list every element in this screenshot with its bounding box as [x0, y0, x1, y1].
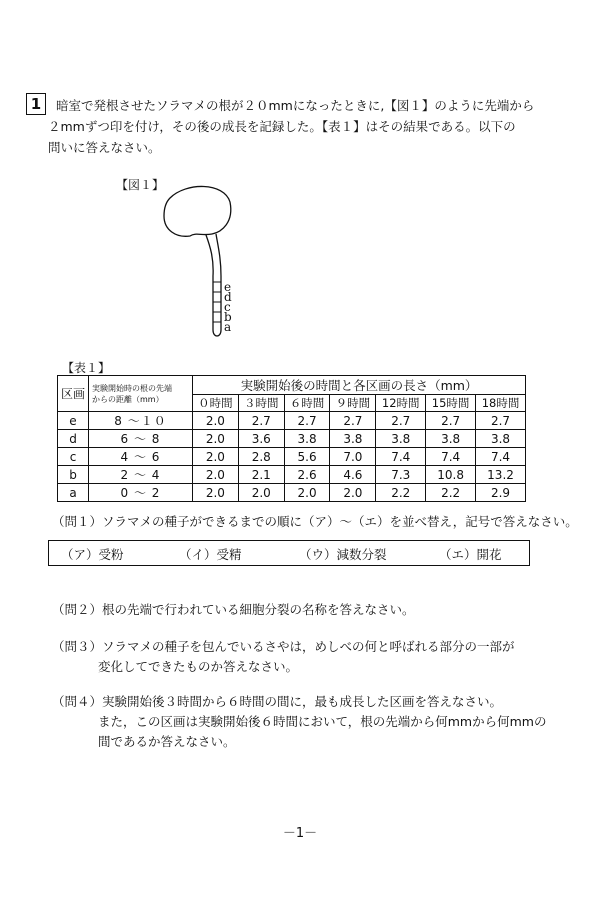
header-hour: ６時間 — [284, 395, 330, 412]
row-distance: 6 〜 8 — [89, 430, 193, 448]
intro-line-3: 問いに答えなさい。 — [48, 140, 161, 155]
row-distance: 8 〜１０ — [89, 412, 193, 430]
page-number: －1－ — [282, 826, 318, 841]
row-value: 13.2 — [476, 466, 526, 484]
row-value: 3.8 — [476, 430, 526, 448]
row-value: 3.8 — [330, 430, 376, 448]
row-value: 7.4 — [376, 448, 426, 466]
row-value: 4.6 — [330, 466, 376, 484]
q1-options-box — [48, 540, 530, 566]
row-value: 3.8 — [376, 430, 426, 448]
row-value: 2.2 — [376, 484, 426, 502]
row-value: 2.7 — [330, 412, 376, 430]
mark-d: d — [224, 290, 232, 304]
row-value: 3.8 — [284, 430, 330, 448]
row-value: 2.0 — [330, 484, 376, 502]
row-value: 2.7 — [426, 412, 476, 430]
table-row — [58, 412, 526, 430]
intro-line-1: 暗室で発根させたソラマメの根が２０mmになったときに,【図１】のように先端から — [56, 98, 535, 113]
row-value: 2.0 — [193, 448, 239, 466]
row-value: 7.4 — [426, 448, 476, 466]
row-section: e — [58, 412, 89, 430]
question-3-line-1: （問３）ソラマメの種子を包んでいるさやは，めしべの何と呼ばれる部分の一部が — [52, 639, 515, 654]
row-section: c — [58, 448, 89, 466]
option-e: （エ）開花 — [439, 547, 502, 562]
row-distance: 0 〜 2 — [89, 484, 193, 502]
row-distance: 2 〜 4 — [89, 466, 193, 484]
bean-root-figure — [150, 180, 270, 350]
row-value: 2.0 — [193, 484, 239, 502]
row-value: 2.0 — [284, 484, 330, 502]
table-row — [58, 484, 526, 502]
table-header-row-1 — [58, 376, 526, 395]
row-value: 7.4 — [476, 448, 526, 466]
question-3-line-2: 変化してできたものか答えなさい。 — [98, 659, 299, 674]
question-4-line-2: また，この区画は実験開始後６時間において，根の先端から何mmから何mmの — [98, 714, 547, 729]
table-row — [58, 466, 526, 484]
row-value: 7.3 — [376, 466, 426, 484]
row-distance: 4 〜 6 — [89, 448, 193, 466]
header-section: 区画 — [58, 376, 89, 412]
table-row — [58, 448, 526, 466]
row-value: 2.0 — [193, 430, 239, 448]
row-value: 2.7 — [284, 412, 330, 430]
row-value: 2.0 — [193, 466, 239, 484]
header-hour: 18時間 — [476, 395, 526, 412]
row-value: 2.6 — [284, 466, 330, 484]
root-shape — [206, 234, 221, 336]
mark-a: a — [224, 320, 232, 334]
mark-b: b — [224, 310, 232, 324]
header-hour: 15時間 — [426, 395, 476, 412]
root-marks — [213, 282, 221, 322]
mark-e: e — [224, 280, 232, 294]
option-u: （ウ）減数分裂 — [299, 547, 387, 562]
row-section: d — [58, 430, 89, 448]
row-section: b — [58, 466, 89, 484]
question-4-line-1: （問４）実験開始後３時間から６時間の間に，最も成長した区画を答えなさい。 — [52, 694, 503, 709]
header-distance-line-2: からの距離（mm） — [92, 394, 164, 404]
row-section: a — [58, 484, 89, 502]
mark-c: c — [224, 300, 231, 314]
question-intro — [48, 95, 536, 158]
header-distance — [89, 376, 193, 412]
row-value: 3.6 — [238, 430, 284, 448]
row-value: 2.7 — [476, 412, 526, 430]
row-value: 2.2 — [426, 484, 476, 502]
row-value: 7.0 — [330, 448, 376, 466]
header-distance-line-1: 実験開始時の根の先端 — [92, 383, 172, 393]
question-4 — [52, 692, 546, 752]
option-i: （イ）受精 — [179, 547, 242, 562]
option-a: （ア）受粉 — [61, 547, 124, 562]
row-value: 2.7 — [238, 412, 284, 430]
header-hour: ０時間 — [193, 395, 239, 412]
table-row — [58, 430, 526, 448]
row-value: 2.7 — [376, 412, 426, 430]
row-value: 2.9 — [476, 484, 526, 502]
intro-line-2: ２mmずつ印を付け，その後の成長を記録した。【表１】はその結果である。以下の — [48, 119, 516, 134]
row-value: 2.0 — [238, 484, 284, 502]
header-hour: 12時間 — [376, 395, 426, 412]
row-value: 10.8 — [426, 466, 476, 484]
question-4-line-3: 間であるか答えなさい。 — [98, 734, 236, 749]
bean-seed-shape — [164, 186, 231, 236]
header-hour: ９時間 — [330, 395, 376, 412]
figure-label: 【図１】 — [116, 178, 165, 192]
question-1-text: （問１）ソラマメの種子ができるまでの順に（ア）〜（エ）を並べ替え，記号で答えなさい。 — [52, 514, 578, 529]
growth-table — [57, 375, 526, 502]
table-label: 【表１】 — [62, 361, 111, 375]
header-time-span: 実験開始後の時間と各区画の長さ（mm） — [193, 376, 526, 395]
header-hour: ３時間 — [238, 395, 284, 412]
row-value: 3.8 — [426, 430, 476, 448]
question-3 — [52, 637, 515, 677]
question-number-box: 1 — [26, 93, 46, 115]
row-value: 2.8 — [238, 448, 284, 466]
row-value: 2.0 — [193, 412, 239, 430]
row-value: 2.1 — [238, 466, 284, 484]
question-2-text: （問２）根の先端で行われている細胞分裂の名称を答えなさい。 — [52, 602, 415, 617]
row-value: 5.6 — [284, 448, 330, 466]
